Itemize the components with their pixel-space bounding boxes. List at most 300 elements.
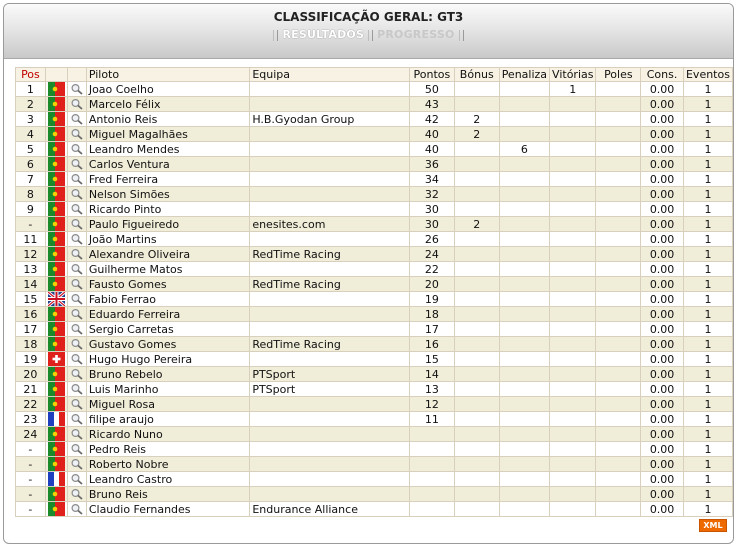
cell-pontos: 26 <box>409 232 454 247</box>
tab-resultados[interactable]: RESULTADOS <box>282 28 365 41</box>
cell-eventos: 1 <box>683 307 732 322</box>
magnifier-icon[interactable] <box>67 337 86 352</box>
cell-vitorias <box>550 427 596 442</box>
cell-cons: 0.00 <box>641 217 684 232</box>
cell-equipa <box>250 307 410 322</box>
page-title: CLASSIFICAÇÃO GERAL: GT3 <box>273 10 464 24</box>
table-row <box>16 322 733 337</box>
cell-penaliza <box>499 427 549 442</box>
magnifier-icon[interactable] <box>67 112 86 127</box>
cell-pontos <box>409 442 454 457</box>
table-row <box>16 142 733 157</box>
cell-penaliza <box>499 502 549 517</box>
cell-vitorias <box>550 352 596 367</box>
cell-pos: - <box>16 472 46 487</box>
cell-equipa <box>250 202 410 217</box>
cell-piloto[interactable]: Hugo Hugo Pereira <box>86 352 249 367</box>
cell-pontos <box>409 472 454 487</box>
magnifier-icon[interactable] <box>67 217 86 232</box>
cell-equipa <box>250 172 410 187</box>
cell-bonus <box>454 247 499 262</box>
cell-eventos: 1 <box>683 187 732 202</box>
cell-bonus <box>454 502 499 517</box>
magnifier-icon[interactable] <box>67 157 86 172</box>
cell-equipa <box>250 157 410 172</box>
portugal-flag-icon <box>45 187 67 202</box>
portugal-flag-icon <box>45 367 67 382</box>
table-row <box>16 292 733 307</box>
cell-eventos: 1 <box>683 472 732 487</box>
france-flag-icon <box>45 412 67 427</box>
cell-eventos: 1 <box>683 442 732 457</box>
cell-poles <box>596 307 641 322</box>
cell-pos: 2 <box>16 97 46 112</box>
tab-progresso[interactable]: PROGRESSO <box>377 28 455 41</box>
cell-eventos: 1 <box>683 202 732 217</box>
table-row <box>16 382 733 397</box>
cell-piloto[interactable]: Marcelo Félix <box>86 97 249 112</box>
col-header-cons[interactable]: Cons. <box>641 68 684 82</box>
cell-penaliza <box>499 412 549 427</box>
cell-bonus <box>454 427 499 442</box>
cell-bonus <box>454 157 499 172</box>
cell-equipa <box>250 292 410 307</box>
portugal-flag-icon <box>45 442 67 457</box>
switzerland-flag-icon <box>45 352 67 367</box>
cell-bonus <box>454 367 499 382</box>
cell-piloto[interactable]: Luis Marinho <box>86 382 249 397</box>
magnifier-icon[interactable] <box>67 292 86 307</box>
cell-penaliza <box>499 442 549 457</box>
cell-bonus <box>454 292 499 307</box>
cell-piloto[interactable]: João Martins <box>86 232 249 247</box>
cell-pos: - <box>16 502 46 517</box>
portugal-flag-icon <box>45 217 67 232</box>
cell-piloto[interactable]: Joao Coelho <box>86 82 249 97</box>
cell-piloto[interactable]: Alexandre Oliveira <box>86 247 249 262</box>
cell-penaliza <box>499 457 549 472</box>
cell-penaliza <box>499 172 549 187</box>
cell-bonus <box>454 232 499 247</box>
cell-eventos: 1 <box>683 142 732 157</box>
magnifier-icon[interactable] <box>67 472 86 487</box>
magnifier-icon[interactable] <box>67 232 86 247</box>
cell-eventos: 1 <box>683 457 732 472</box>
cell-piloto[interactable]: Fabio Ferrao <box>86 292 249 307</box>
cell-equipa <box>250 232 410 247</box>
cell-vitorias <box>550 397 596 412</box>
cell-cons: 0.00 <box>641 202 684 217</box>
cell-bonus <box>454 472 499 487</box>
table-row <box>16 172 733 187</box>
cell-equipa <box>250 187 410 202</box>
portugal-flag-icon <box>45 457 67 472</box>
cell-vitorias <box>550 127 596 142</box>
table-row <box>16 487 733 502</box>
cell-pos: 9 <box>16 202 46 217</box>
cell-vitorias <box>550 472 596 487</box>
magnifier-icon[interactable] <box>67 97 86 112</box>
cell-piloto[interactable]: Ricardo Pinto <box>86 202 249 217</box>
cell-cons: 0.00 <box>641 457 684 472</box>
cell-vitorias <box>550 97 596 112</box>
cell-piloto[interactable]: Sergio Carretas <box>86 322 249 337</box>
portugal-flag-icon <box>45 262 67 277</box>
table-row <box>16 427 733 442</box>
cell-vitorias <box>550 187 596 202</box>
table-row <box>16 112 733 127</box>
cell-pos: 22 <box>16 397 46 412</box>
cell-bonus <box>454 382 499 397</box>
cell-poles <box>596 187 641 202</box>
magnifier-icon[interactable] <box>67 202 86 217</box>
cell-eventos: 1 <box>683 262 732 277</box>
cell-piloto[interactable]: Carlos Ventura <box>86 157 249 172</box>
magnifier-icon[interactable] <box>67 442 86 457</box>
magnifier-icon[interactable] <box>67 247 86 262</box>
cell-pontos: 15 <box>409 352 454 367</box>
cell-poles <box>596 97 641 112</box>
cell-pos: 11 <box>16 232 46 247</box>
magnifier-icon[interactable] <box>67 307 86 322</box>
cell-eventos: 1 <box>683 322 732 337</box>
cell-penaliza <box>499 337 549 352</box>
cell-pos: 17 <box>16 322 46 337</box>
magnifier-icon[interactable] <box>67 142 86 157</box>
cell-piloto[interactable]: filipe araujo <box>86 412 249 427</box>
cell-piloto[interactable]: Ricardo Nuno <box>86 427 249 442</box>
cell-equipa: enesites.com <box>250 217 410 232</box>
cell-pontos: 19 <box>409 292 454 307</box>
table-row <box>16 97 733 112</box>
cell-cons: 0.00 <box>641 472 684 487</box>
col-header-pontos[interactable]: Pontos <box>409 68 454 82</box>
cell-pontos: 24 <box>409 247 454 262</box>
cell-equipa <box>250 412 410 427</box>
cell-vitorias <box>550 247 596 262</box>
cell-eventos: 1 <box>683 82 732 97</box>
tab-separator <box>459 30 464 41</box>
cell-eventos: 1 <box>683 412 732 427</box>
portugal-flag-icon <box>45 337 67 352</box>
cell-penaliza <box>499 277 549 292</box>
cell-penaliza <box>499 352 549 367</box>
cell-cons: 0.00 <box>641 277 684 292</box>
portugal-flag-icon <box>45 157 67 172</box>
cell-piloto[interactable]: Fausto Gomes <box>86 277 249 292</box>
magnifier-icon[interactable] <box>67 397 86 412</box>
cell-piloto[interactable]: Gustavo Gomes <box>86 337 249 352</box>
table-row <box>16 157 733 172</box>
cell-cons: 0.00 <box>641 157 684 172</box>
cell-vitorias <box>550 502 596 517</box>
cell-piloto[interactable]: Fred Ferreira <box>86 172 249 187</box>
cell-eventos: 1 <box>683 277 732 292</box>
tab-separator <box>273 30 278 41</box>
cell-pontos: 30 <box>409 217 454 232</box>
cell-poles <box>596 382 641 397</box>
magnifier-icon[interactable] <box>67 412 86 427</box>
cell-equipa <box>250 487 410 502</box>
col-header-eventos[interactable]: Eventos <box>683 68 732 82</box>
magnifier-icon[interactable] <box>67 322 86 337</box>
col-header-piloto[interactable]: Piloto <box>86 68 249 82</box>
cell-poles <box>596 427 641 442</box>
magnifier-icon[interactable] <box>67 187 86 202</box>
col-header-penaliza[interactable]: Penaliza <box>499 68 549 82</box>
cell-pontos: 16 <box>409 337 454 352</box>
cell-pontos <box>409 457 454 472</box>
cell-piloto[interactable]: Antonio Reis <box>86 112 249 127</box>
table-row <box>16 217 733 232</box>
cell-equipa <box>250 127 410 142</box>
cell-pos: 6 <box>16 157 46 172</box>
cell-eventos: 1 <box>683 502 732 517</box>
cell-equipa: PTSport <box>250 382 410 397</box>
cell-piloto[interactable]: Leandro Castro <box>86 472 249 487</box>
cell-cons: 0.00 <box>641 427 684 442</box>
cell-vitorias <box>550 202 596 217</box>
col-header-equipa[interactable]: Equipa <box>250 68 410 82</box>
cell-penaliza <box>499 97 549 112</box>
cell-pos: - <box>16 217 46 232</box>
cell-eventos: 1 <box>683 247 732 262</box>
cell-piloto[interactable]: Roberto Nobre <box>86 457 249 472</box>
cell-cons: 0.00 <box>641 412 684 427</box>
cell-bonus <box>454 487 499 502</box>
cell-bonus <box>454 82 499 97</box>
cell-pontos <box>409 487 454 502</box>
cell-eventos: 1 <box>683 397 732 412</box>
cell-cons: 0.00 <box>641 322 684 337</box>
cell-penaliza <box>499 202 549 217</box>
cell-bonus <box>454 337 499 352</box>
cell-bonus <box>454 397 499 412</box>
magnifier-icon[interactable] <box>67 502 86 517</box>
cell-equipa <box>250 142 410 157</box>
cell-cons: 0.00 <box>641 232 684 247</box>
cell-poles <box>596 157 641 172</box>
portugal-flag-icon <box>45 307 67 322</box>
xml-export-button[interactable]: XML <box>699 519 727 532</box>
cell-equipa: RedTime Racing <box>250 337 410 352</box>
cell-vitorias <box>550 232 596 247</box>
cell-pos: - <box>16 442 46 457</box>
cell-piloto[interactable]: Guilherme Matos <box>86 262 249 277</box>
cell-penaliza <box>499 232 549 247</box>
cell-pontos: 22 <box>409 262 454 277</box>
cell-poles <box>596 457 641 472</box>
cell-cons: 0.00 <box>641 262 684 277</box>
cell-penaliza <box>499 127 549 142</box>
portugal-flag-icon <box>45 202 67 217</box>
cell-poles <box>596 112 641 127</box>
cell-bonus: 2 <box>454 112 499 127</box>
cell-poles <box>596 487 641 502</box>
tab-bar <box>4 28 733 41</box>
cell-piloto[interactable]: Pedro Reis <box>86 442 249 457</box>
cell-bonus <box>454 172 499 187</box>
table-row <box>16 412 733 427</box>
cell-eventos: 1 <box>683 367 732 382</box>
col-header-poles[interactable]: Poles <box>596 68 641 82</box>
cell-pos: 16 <box>16 307 46 322</box>
cell-poles <box>596 442 641 457</box>
portugal-flag-icon <box>45 82 67 97</box>
cell-poles <box>596 352 641 367</box>
cell-eventos: 1 <box>683 112 732 127</box>
cell-cons: 0.00 <box>641 292 684 307</box>
magnifier-icon[interactable] <box>67 127 86 142</box>
cell-pos: 23 <box>16 412 46 427</box>
cell-cons: 0.00 <box>641 112 684 127</box>
cell-bonus <box>454 97 499 112</box>
cell-cons: 0.00 <box>641 82 684 97</box>
cell-poles <box>596 82 641 97</box>
cell-pos: 4 <box>16 127 46 142</box>
cell-cons: 0.00 <box>641 487 684 502</box>
cell-piloto[interactable]: Nelson Simões <box>86 187 249 202</box>
table-row <box>16 352 733 367</box>
cell-cons: 0.00 <box>641 247 684 262</box>
cell-piloto[interactable]: Bruno Reis <box>86 487 249 502</box>
cell-vitorias <box>550 337 596 352</box>
cell-penaliza <box>499 367 549 382</box>
cell-piloto[interactable]: Leandro Mendes <box>86 142 249 157</box>
cell-vitorias <box>550 307 596 322</box>
cell-equipa <box>250 97 410 112</box>
cell-penaliza <box>499 112 549 127</box>
table-row <box>16 262 733 277</box>
cell-vitorias <box>550 217 596 232</box>
magnifier-icon[interactable] <box>67 382 86 397</box>
cell-piloto[interactable]: Eduardo Ferreira <box>86 307 249 322</box>
tab-separator <box>368 30 373 41</box>
magnifier-icon[interactable] <box>67 262 86 277</box>
cell-vitorias <box>550 157 596 172</box>
cell-equipa <box>250 472 410 487</box>
cell-poles <box>596 502 641 517</box>
cell-eventos: 1 <box>683 337 732 352</box>
cell-eventos: 1 <box>683 127 732 142</box>
portugal-flag-icon <box>45 247 67 262</box>
cell-equipa <box>250 262 410 277</box>
cell-penaliza <box>499 157 549 172</box>
magnifier-icon[interactable] <box>67 352 86 367</box>
cell-pontos <box>409 427 454 442</box>
standings-table <box>15 67 733 517</box>
cell-cons: 0.00 <box>641 352 684 367</box>
cell-poles <box>596 472 641 487</box>
cell-pos: 8 <box>16 187 46 202</box>
portugal-flag-icon <box>45 232 67 247</box>
cell-cons: 0.00 <box>641 337 684 352</box>
cell-poles <box>596 277 641 292</box>
cell-poles <box>596 217 641 232</box>
cell-eventos: 1 <box>683 232 732 247</box>
cell-bonus <box>454 262 499 277</box>
table-row <box>16 277 733 292</box>
col-header-bonus[interactable]: Bónus <box>454 68 499 82</box>
table-row <box>16 367 733 382</box>
cell-piloto[interactable]: Bruno Rebelo <box>86 367 249 382</box>
cell-pos: 21 <box>16 382 46 397</box>
cell-pos: 14 <box>16 277 46 292</box>
cell-pontos: 50 <box>409 82 454 97</box>
cell-cons: 0.00 <box>641 382 684 397</box>
magnifier-icon[interactable] <box>67 487 86 502</box>
table-row <box>16 457 733 472</box>
cell-equipa: RedTime Racing <box>250 277 410 292</box>
cell-pos: 18 <box>16 337 46 352</box>
cell-bonus <box>454 352 499 367</box>
panel-header <box>4 4 733 59</box>
portugal-flag-icon <box>45 112 67 127</box>
magnifier-icon[interactable] <box>67 82 86 97</box>
cell-bonus <box>454 277 499 292</box>
portugal-flag-icon <box>45 322 67 337</box>
magnifier-icon[interactable] <box>67 367 86 382</box>
magnifier-icon[interactable] <box>67 427 86 442</box>
col-header-pos[interactable]: Pos <box>16 68 46 82</box>
cell-eventos: 1 <box>683 157 732 172</box>
cell-vitorias <box>550 367 596 382</box>
portugal-flag-icon <box>45 172 67 187</box>
magnifier-icon[interactable] <box>67 172 86 187</box>
cell-poles <box>596 172 641 187</box>
portugal-flag-icon <box>45 427 67 442</box>
cell-vitorias <box>550 487 596 502</box>
cell-vitorias <box>550 262 596 277</box>
table-row <box>16 187 733 202</box>
col-header-details <box>67 68 86 82</box>
cell-cons: 0.00 <box>641 172 684 187</box>
cell-bonus <box>454 202 499 217</box>
cell-equipa: Endurance Alliance <box>250 502 410 517</box>
col-header-vitorias[interactable]: Vitórias <box>550 68 596 82</box>
portugal-flag-icon <box>45 127 67 142</box>
cell-bonus: 2 <box>454 127 499 142</box>
cell-bonus: 2 <box>454 217 499 232</box>
cell-penaliza <box>499 382 549 397</box>
cell-penaliza <box>499 472 549 487</box>
cell-pos: - <box>16 487 46 502</box>
portugal-flag-icon <box>45 397 67 412</box>
magnifier-icon[interactable] <box>67 457 86 472</box>
magnifier-icon[interactable] <box>67 277 86 292</box>
cell-pontos: 42 <box>409 112 454 127</box>
cell-penaliza <box>499 307 549 322</box>
portugal-flag-icon <box>45 97 67 112</box>
cell-penaliza <box>499 247 549 262</box>
cell-piloto[interactable]: Miguel Magalhães <box>86 127 249 142</box>
cell-bonus <box>454 457 499 472</box>
cell-pontos: 17 <box>409 322 454 337</box>
cell-penaliza <box>499 262 549 277</box>
table-row <box>16 337 733 352</box>
cell-piloto[interactable]: Claudio Fernandes <box>86 502 249 517</box>
table-row <box>16 472 733 487</box>
cell-eventos: 1 <box>683 97 732 112</box>
cell-pontos: 34 <box>409 172 454 187</box>
cell-bonus <box>454 142 499 157</box>
cell-equipa: PTSport <box>250 367 410 382</box>
cell-eventos: 1 <box>683 292 732 307</box>
cell-eventos: 1 <box>683 382 732 397</box>
cell-piloto[interactable]: Paulo Figueiredo <box>86 217 249 232</box>
cell-pontos: 11 <box>409 412 454 427</box>
cell-piloto[interactable]: Miguel Rosa <box>86 397 249 412</box>
